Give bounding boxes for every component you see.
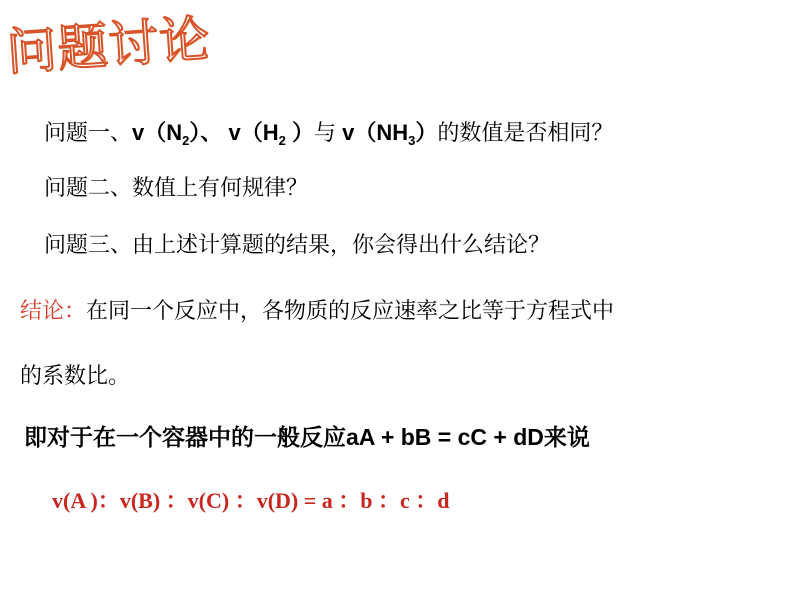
general-equation: aA + bB = cC + dD: [346, 424, 544, 450]
rate-ratio-equation: v(A )：v(B) ：v(C) ：v(D) = a ：b ：c ：d: [52, 488, 450, 513]
q1-v-h2: v（H: [228, 120, 279, 145]
q1-v-nh3: v（NH: [336, 120, 409, 145]
q1-v-n2: v（N: [132, 120, 183, 145]
q1-sub-h2: 2: [278, 133, 286, 148]
q1-suffix: 的数值是否相同？: [437, 121, 614, 146]
slide-title: 问题讨论: [4, 9, 213, 82]
question-two: 问题二、数值上有何规律？: [44, 176, 309, 201]
conclusion-text-1: 在同一个反应中，各物质的反应速率之比等于方程式中: [86, 299, 615, 324]
q1-prefix: 问题一、: [44, 121, 133, 146]
general-reaction: [24, 422, 590, 453]
general-suffix: 来说: [543, 425, 590, 451]
conclusion-line-1: [20, 297, 614, 327]
general-prefix: 即对于在一个容器中的一般反应: [24, 425, 346, 451]
title-wrap: [0, 4, 215, 98]
q1-sep1: ）、: [189, 120, 229, 145]
q1-sep2: ）: [285, 120, 314, 145]
q1-sub-n2: 2: [182, 133, 190, 148]
q1-sub-nh3: 3: [408, 133, 416, 148]
question-one: [44, 118, 613, 156]
q1-mid: 与: [313, 121, 336, 146]
conclusion-line-2: 的系数比。: [20, 364, 131, 389]
conclusion-label: 结论：: [20, 299, 87, 324]
question-three: 问题三、由上述计算题的结果，你会得出什么结论？: [44, 233, 551, 258]
q1-close3: ）: [415, 120, 438, 145]
